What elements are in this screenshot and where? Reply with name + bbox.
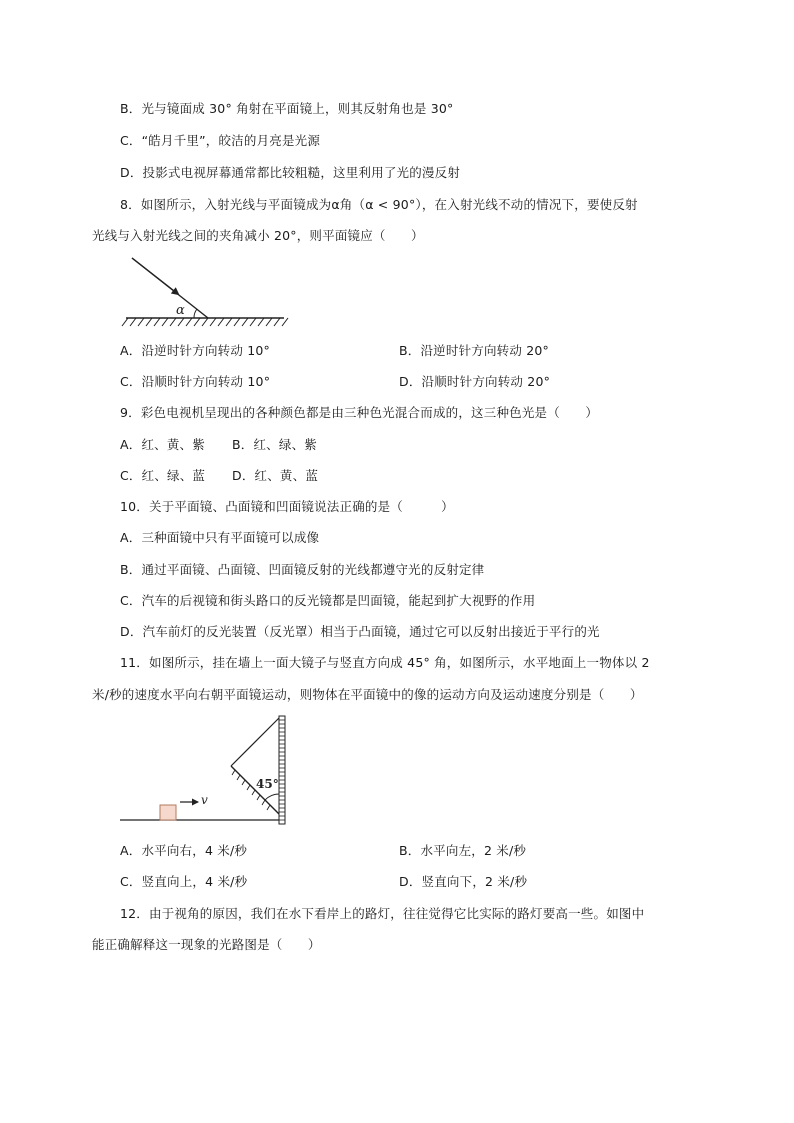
q7-option-d: D．投影式电视屏幕通常都比较粗糙，这里利用了光的漫反射 [120,165,461,180]
q10-option-d: D．汽车前灯的反光装置（反光罩）相当于凸面镜，通过它可以反射出接近于平行的光 [120,624,600,639]
q11-option-c: C．竖直向上，4 米/秒 [120,874,248,889]
q8-stem-line1: 8．如图所示，入射光线与平面镜成为α角（α < 90°），在入射光线不动的情况下，要使反射 [120,197,638,212]
incident-ray-arrow [132,258,178,294]
q9-stem: 9．彩色电视机呈现出的各种颜色都是由三种色光混合而成的，这三种色光是（ ） [120,405,599,420]
q8-option-b: B．沿逆时针方向转动 20° [399,343,550,358]
angle-arc [194,309,197,318]
alpha-label: α [176,303,185,318]
q10-option-b: B．通过平面镜、凸面镜、凹面镜反射的光线都遵守光的反射定律 [120,562,485,577]
q9-option-c: C．红、绿、蓝 [120,468,206,483]
moving-object [160,805,176,820]
q12-stem-line2: 能正确解释这一现象的光路图是（ ） [92,937,321,952]
q10-stem: 10．关于平面镜、凸面镜和凹面镜说法正确的是（ ） [120,499,454,514]
q7-option-b: B．光与镜面成 30° 角射在平面镜上，则其反射角也是 30° [120,101,454,116]
q10-option-c: C．汽车的后视镜和街头路口的反光镜都是凹面镜，能起到扩大视野的作用 [120,593,536,608]
q8-option-d: D．沿顺时针方向转动 20° [399,374,551,389]
q9-option-b: B．红、绿、紫 [232,437,317,452]
mirror-support [231,718,279,766]
q11-option-d: D．竖直向下，2 米/秒 [399,874,528,889]
mirror-hatching [122,318,288,326]
angle-45-label: 45° [256,777,279,791]
angle-45-arc [265,794,279,800]
q11-stem-line2: 米/秒的速度水平向右朝平面镜运动，则物体在平面镜中的像的运动方向及运动速度分别是（ ） [92,687,643,702]
q8-option-c: C．沿顺时针方向转动 10° [120,374,271,389]
q10-option-a: A．三种面镜中只有平面镜可以成像 [120,530,320,545]
q8-stem-line2: 光线与入射光线之间的夹角减小 20°，则平面镜应（ ） [92,228,424,243]
q8-option-a: A．沿逆时针方向转动 10° [120,343,270,358]
q12-stem-line1: 12．由于视角的原因，我们在水下看岸上的路灯，往往觉得它比实际的路灯要高一些。如图中 [120,906,645,921]
q11-option-b: B．水平向左，2 米/秒 [399,843,527,858]
q11-mirror-figure [118,714,290,828]
q8-mirror-figure [118,252,290,328]
q11-stem-line1: 11．如图所示，挂在墙上一面大镜子与竖直方向成 45° 角，如图所示，水平地面上一物体以 2 [120,655,650,670]
q11-option-a: A．水平向右，4 米/秒 [120,843,248,858]
q9-option-d: D．红、黄、蓝 [232,468,319,483]
q9-option-a: A．红、黄、紫 [120,437,205,452]
velocity-label: v [201,793,208,807]
q7-option-c: C．“皓月千里”，皎洁的月亮是光源 [120,133,321,148]
